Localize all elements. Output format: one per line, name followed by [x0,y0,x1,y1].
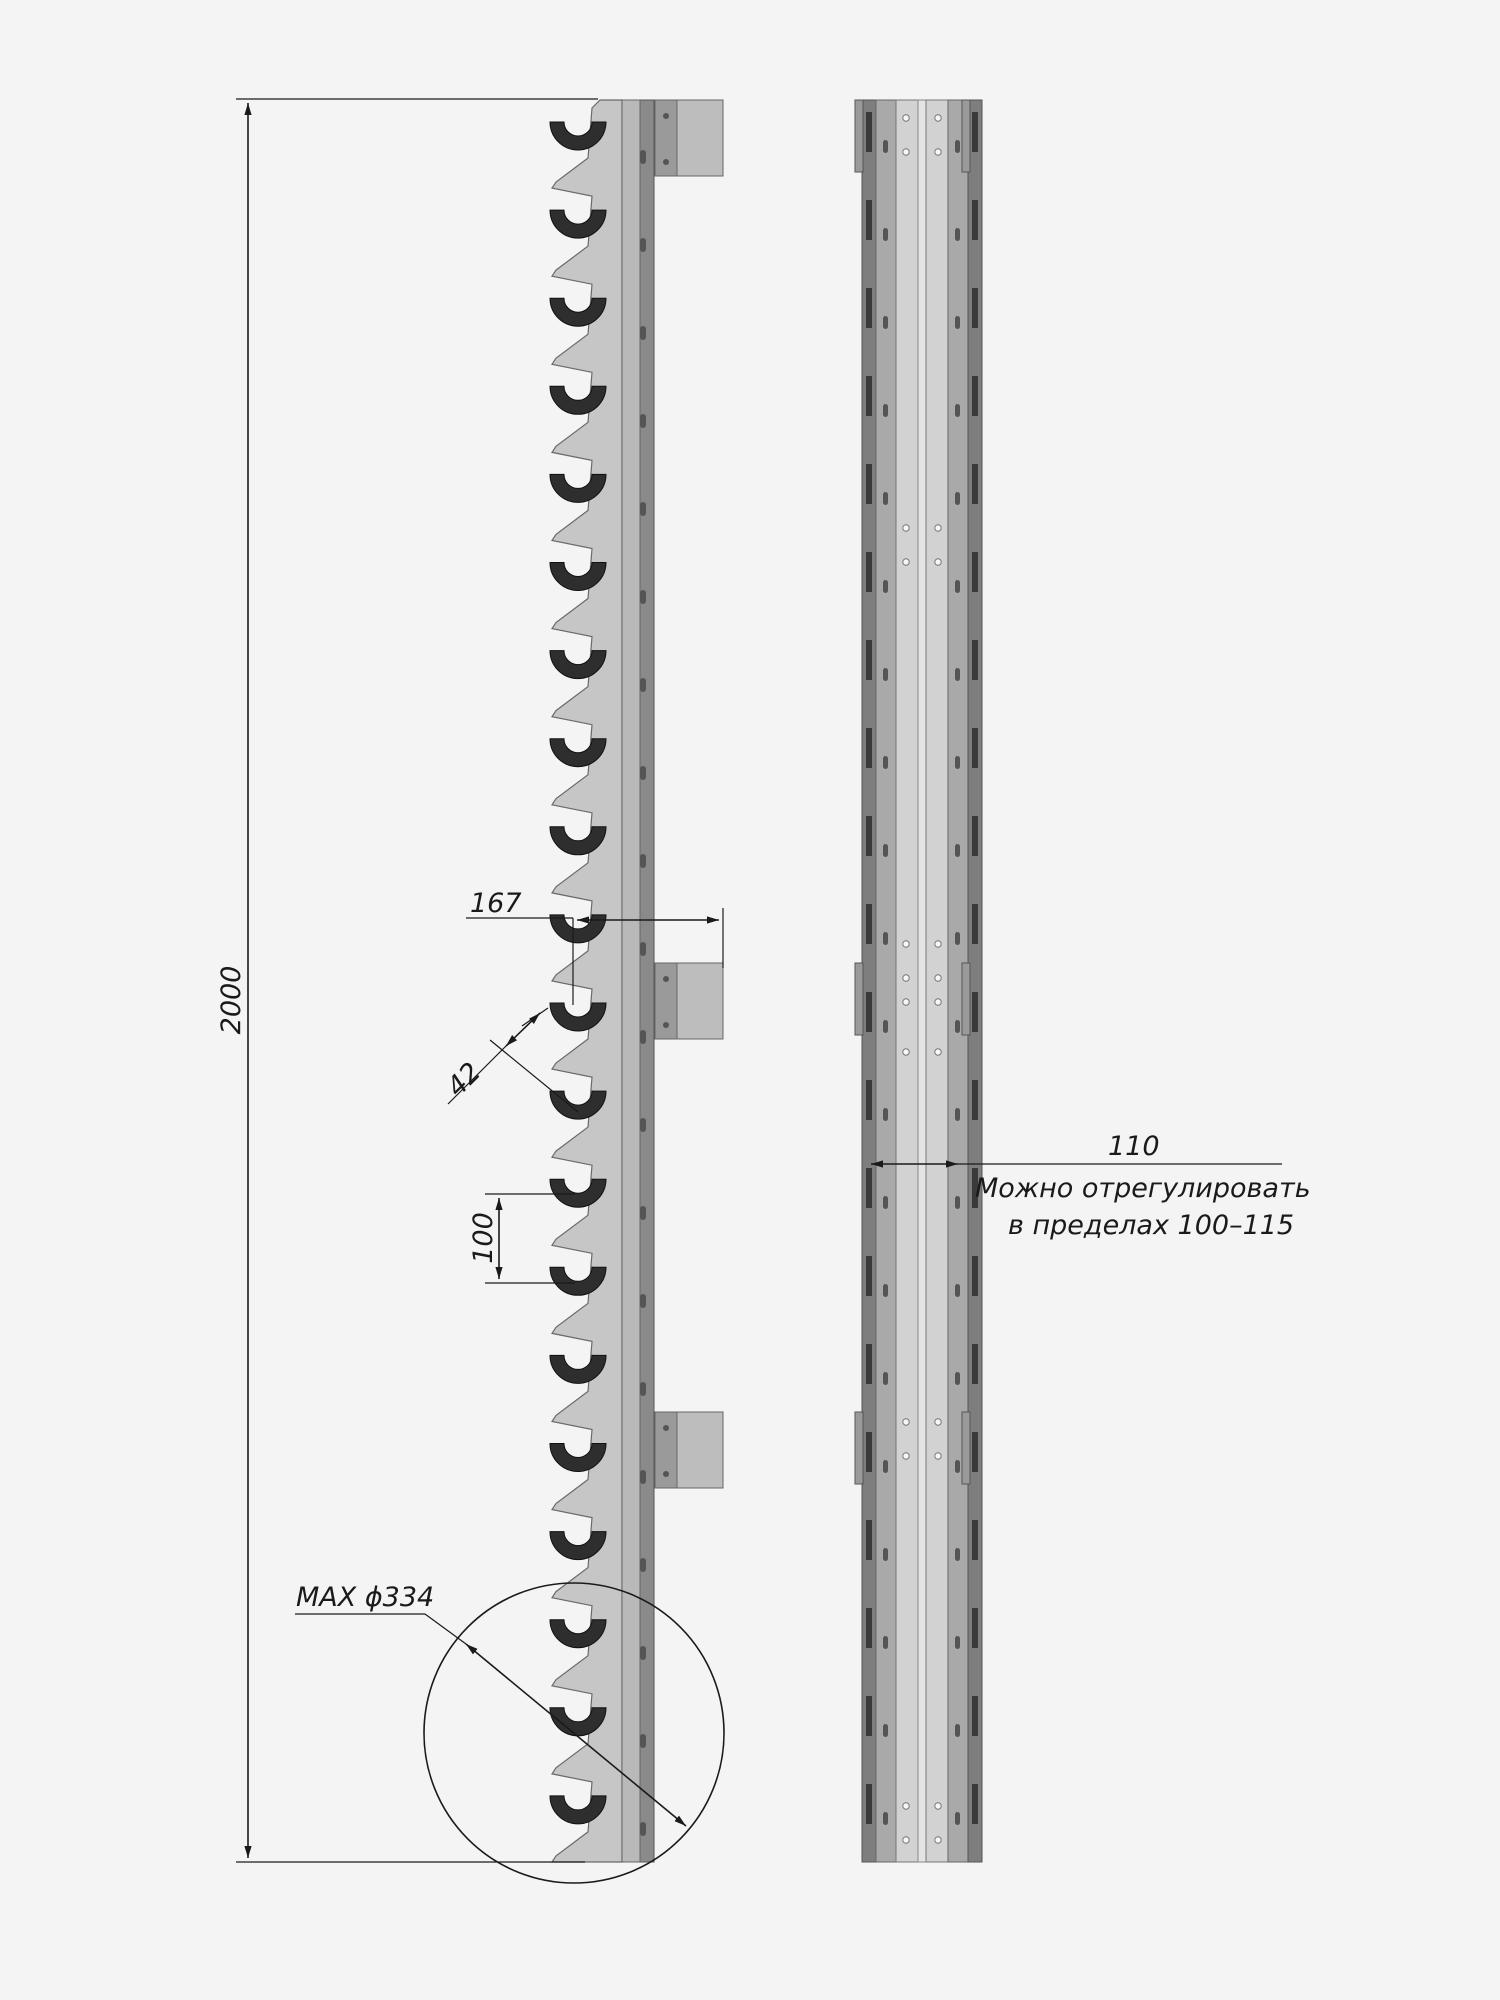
rail-slot [955,580,960,593]
rail-clip [972,1608,978,1648]
rail-slot [640,590,646,604]
rail-clip [866,728,872,768]
hook-plate [550,100,622,1862]
rail-hole [903,1803,909,1809]
rail-clip [866,1520,872,1560]
rail-hole [935,1419,941,1425]
rail-hole [935,1453,941,1459]
rail-slot [640,1382,646,1396]
rail-clip [866,904,872,944]
rail-hole [935,999,941,1005]
rail-slot [883,756,888,769]
rail-clip [866,816,872,856]
rail-clip [866,640,872,680]
rail-hole [903,1049,909,1055]
front-rail-left [876,100,896,1862]
rail-clip [866,464,872,504]
rail-slot [640,1470,646,1484]
rail-clip [972,1784,978,1824]
rail-clip [866,200,872,240]
rail-slot [640,414,646,428]
rail-slot [883,1548,888,1561]
rail-slot [640,502,646,516]
rail-clip [972,640,978,680]
dimension-hook-pitch-label: 100 [468,1212,499,1264]
rail-hole [903,149,909,155]
rail-hole [903,1837,909,1843]
rail-clip [972,376,978,416]
rail-hole [903,1453,909,1459]
front-rail-gap [918,100,926,1862]
rail-clip [972,728,978,768]
rail-slot [883,1724,888,1737]
rail-slot [883,140,888,153]
rail-clip [972,816,978,856]
rail-slot [640,942,646,956]
rail-clip [866,1080,872,1120]
rail-slot [955,140,960,153]
rail-slot [955,316,960,329]
rail-clip [866,112,872,152]
rail-hole [903,941,909,947]
rail-slot [955,1636,960,1649]
rail-hole [903,115,909,121]
rail-clip [866,1784,872,1824]
rail-slot [640,1030,646,1044]
rail-hole [903,525,909,531]
dimension-max-diameter [295,1582,724,1883]
dimension-depth-label: 167 [470,888,522,919]
plate-outline [552,100,622,1862]
rail-slot [640,678,646,692]
rail-clip [866,1432,872,1472]
wall-bracket-top [655,100,723,176]
rail-slot [883,1460,888,1473]
rail-hole [903,1419,909,1425]
rail-slot [955,1724,960,1737]
dimension-rail-spacing-label: 110 [1108,1131,1160,1162]
rail-slot [883,1196,888,1209]
rail-slot [955,844,960,857]
rail-slot [640,1734,646,1748]
rail-hole [935,149,941,155]
rail-slot [883,316,888,329]
wall-bracket-bottom [655,1412,723,1488]
rail-slot [640,150,646,164]
rail-clip [972,200,978,240]
rail-hole [935,1837,941,1843]
rail-clip [972,1696,978,1736]
rail-slot [640,1646,646,1660]
rail-slot [883,580,888,593]
rail-slot [955,668,960,681]
dimension-hook-width-label: 42 [441,1056,488,1103]
rail-clip [972,1080,978,1120]
rail-clip [972,464,978,504]
adjustment-note-line1: Можно отрегулировать [975,1173,1311,1204]
front-rail-left-outer [862,100,876,1862]
rail-clip [866,552,872,592]
rail-hole [903,559,909,565]
rail-slot [640,1822,646,1836]
rail-clip [866,288,872,328]
rail-hole [935,975,941,981]
rail-slot [955,756,960,769]
dimension-max-diameter-label: MAX ϕ334 [296,1582,435,1613]
rail-slot [640,854,646,868]
rail-slot [883,404,888,417]
rail-slot [640,1558,646,1572]
rail-slot [955,1196,960,1209]
rail-slot [883,932,888,945]
rail-hole [935,525,941,531]
rail-slot [955,1108,960,1121]
rail-slot [955,1372,960,1385]
rail-clip [972,552,978,592]
rail-slot [883,1108,888,1121]
rail-hole [935,941,941,947]
rail-clip [972,1256,978,1296]
rail-slot [883,1812,888,1825]
dimension-total-height-label: 2000 [216,965,247,1035]
rail-slot [640,766,646,780]
side-view [550,100,723,1862]
rail-clip [866,1696,872,1736]
rail-slot [883,1372,888,1385]
rail-clip [972,992,978,1032]
rail-clip [972,1520,978,1560]
rail-slot [955,404,960,417]
rail-slot [883,1020,888,1033]
rail-slot [640,326,646,340]
wall-bracket-middle [655,963,723,1039]
rail-slot [640,238,646,252]
front-view [855,100,982,1862]
rail-slot [955,932,960,945]
rail-clip [866,376,872,416]
rail-slot [883,1636,888,1649]
rail-hole [935,1803,941,1809]
rail-slot [955,1812,960,1825]
rail-clip [866,1168,872,1208]
rail-hole [935,559,941,565]
rail-slot [955,492,960,505]
rail-slot [883,492,888,505]
rail-clip [972,904,978,944]
rail-clip [866,1256,872,1296]
rail-slot [955,1020,960,1033]
rail-hole [903,975,909,981]
rail-slot [640,1118,646,1132]
rail-clip [866,1608,872,1648]
rail-slot [955,1548,960,1561]
rail-slot [883,1284,888,1297]
rail-slot [883,228,888,241]
rail-clip [866,992,872,1032]
rail-hole [903,999,909,1005]
rail-slot [955,1460,960,1473]
rail-hole [935,115,941,121]
rail-hole [935,1049,941,1055]
rail-clip [972,1432,978,1472]
rail-slot [955,228,960,241]
adjustment-note-line2: в пределах 100–115 [1008,1210,1295,1241]
side-rail [640,100,654,1862]
rail-slot [955,1284,960,1297]
rail-slot [883,844,888,857]
rail-slot [883,668,888,681]
rail-clip [866,1344,872,1384]
rail-clip [972,288,978,328]
rail-clip [972,112,978,152]
rail-slot [640,1294,646,1308]
rail-slot [640,1206,646,1220]
rail-clip [972,1344,978,1384]
